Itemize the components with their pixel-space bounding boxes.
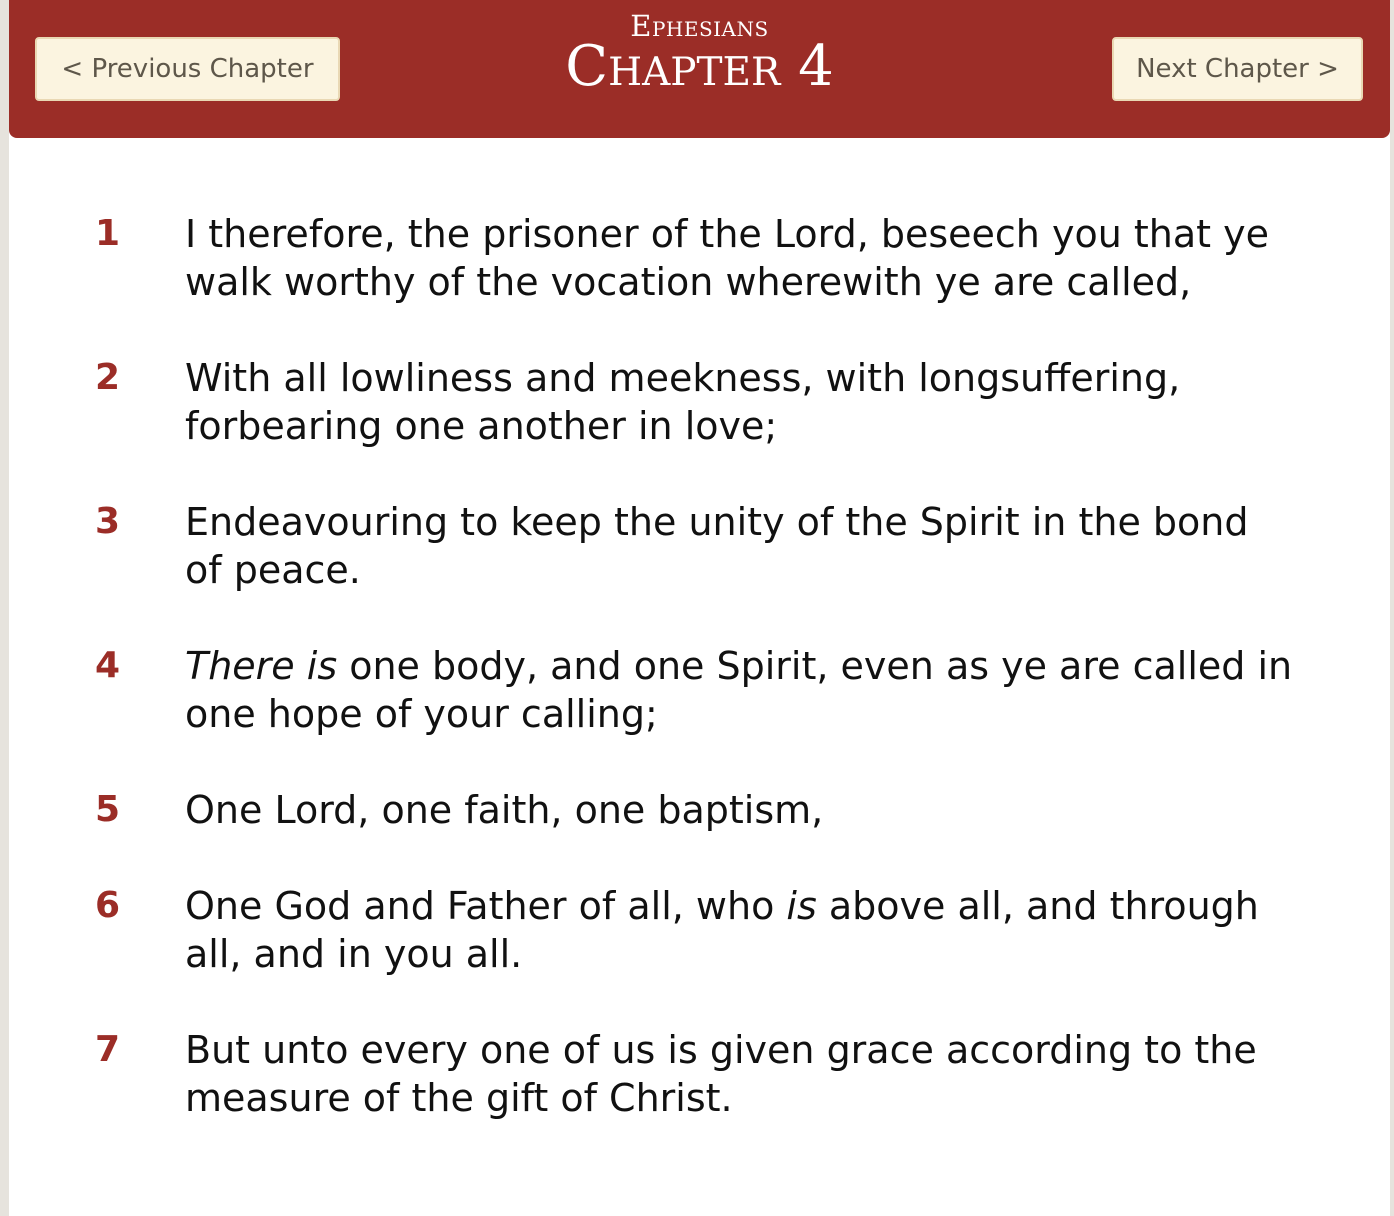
verse-text: [185, 786, 1295, 834]
verse-italic-segment: There is: [185, 644, 338, 688]
verse-text: [185, 1026, 1295, 1122]
verse-number: 2: [95, 357, 121, 398]
verse-segment: But unto every one of us is given grace according to the measure of the gift of Christ.: [185, 1028, 1257, 1120]
verse: [9, 210, 1390, 306]
chapter-header: [9, 0, 1390, 138]
verse-segment: With all lowliness and meekness, with longsuffering, forbearing one another in love;: [185, 356, 1181, 448]
verse-segment: I therefore, the prisoner of the Lord, beseech you that ye walk worthy of the vocation wherewith ye are called,: [185, 212, 1269, 304]
verse-segment: Endeavouring to keep the unity of the Spirit in the bond of peace.: [185, 500, 1249, 592]
verse-text: [185, 354, 1295, 450]
verse: [9, 642, 1390, 738]
verse-italic-segment: is: [786, 884, 817, 928]
verse-number: 7: [95, 1029, 121, 1070]
verse: [9, 786, 1390, 834]
verse: [9, 354, 1390, 450]
verse: [9, 498, 1390, 594]
verse-number: 1: [95, 213, 121, 254]
verse-text: [185, 210, 1295, 306]
book-title: Ephesians: [630, 9, 769, 43]
verse-segment: One Lord, one faith, one baptism,: [185, 788, 824, 832]
verse-text: [185, 498, 1295, 594]
verse-list: [9, 210, 1390, 1170]
verse-number: 5: [95, 789, 121, 830]
chapter-title: Chapter 4: [565, 34, 834, 99]
verse-text: [185, 642, 1295, 738]
verse-segment: One God and Father of all, who: [185, 884, 787, 928]
verse-text: [185, 882, 1295, 978]
verse-number: 6: [95, 885, 121, 926]
verse-segment: above all, and through all, and in you all.: [185, 884, 1259, 976]
verse: [9, 882, 1390, 978]
verse-number: 3: [95, 501, 121, 542]
next-chapter-button[interactable]: Next Chapter >: [1112, 37, 1363, 101]
verse-segment: one body, and one Spirit, even as ye are called in one hope of your calling;: [185, 644, 1293, 736]
verse: [9, 1026, 1390, 1122]
previous-chapter-button[interactable]: < Previous Chapter: [35, 37, 340, 101]
chapter-page: [9, 0, 1390, 1216]
verse-number: 4: [95, 645, 121, 686]
